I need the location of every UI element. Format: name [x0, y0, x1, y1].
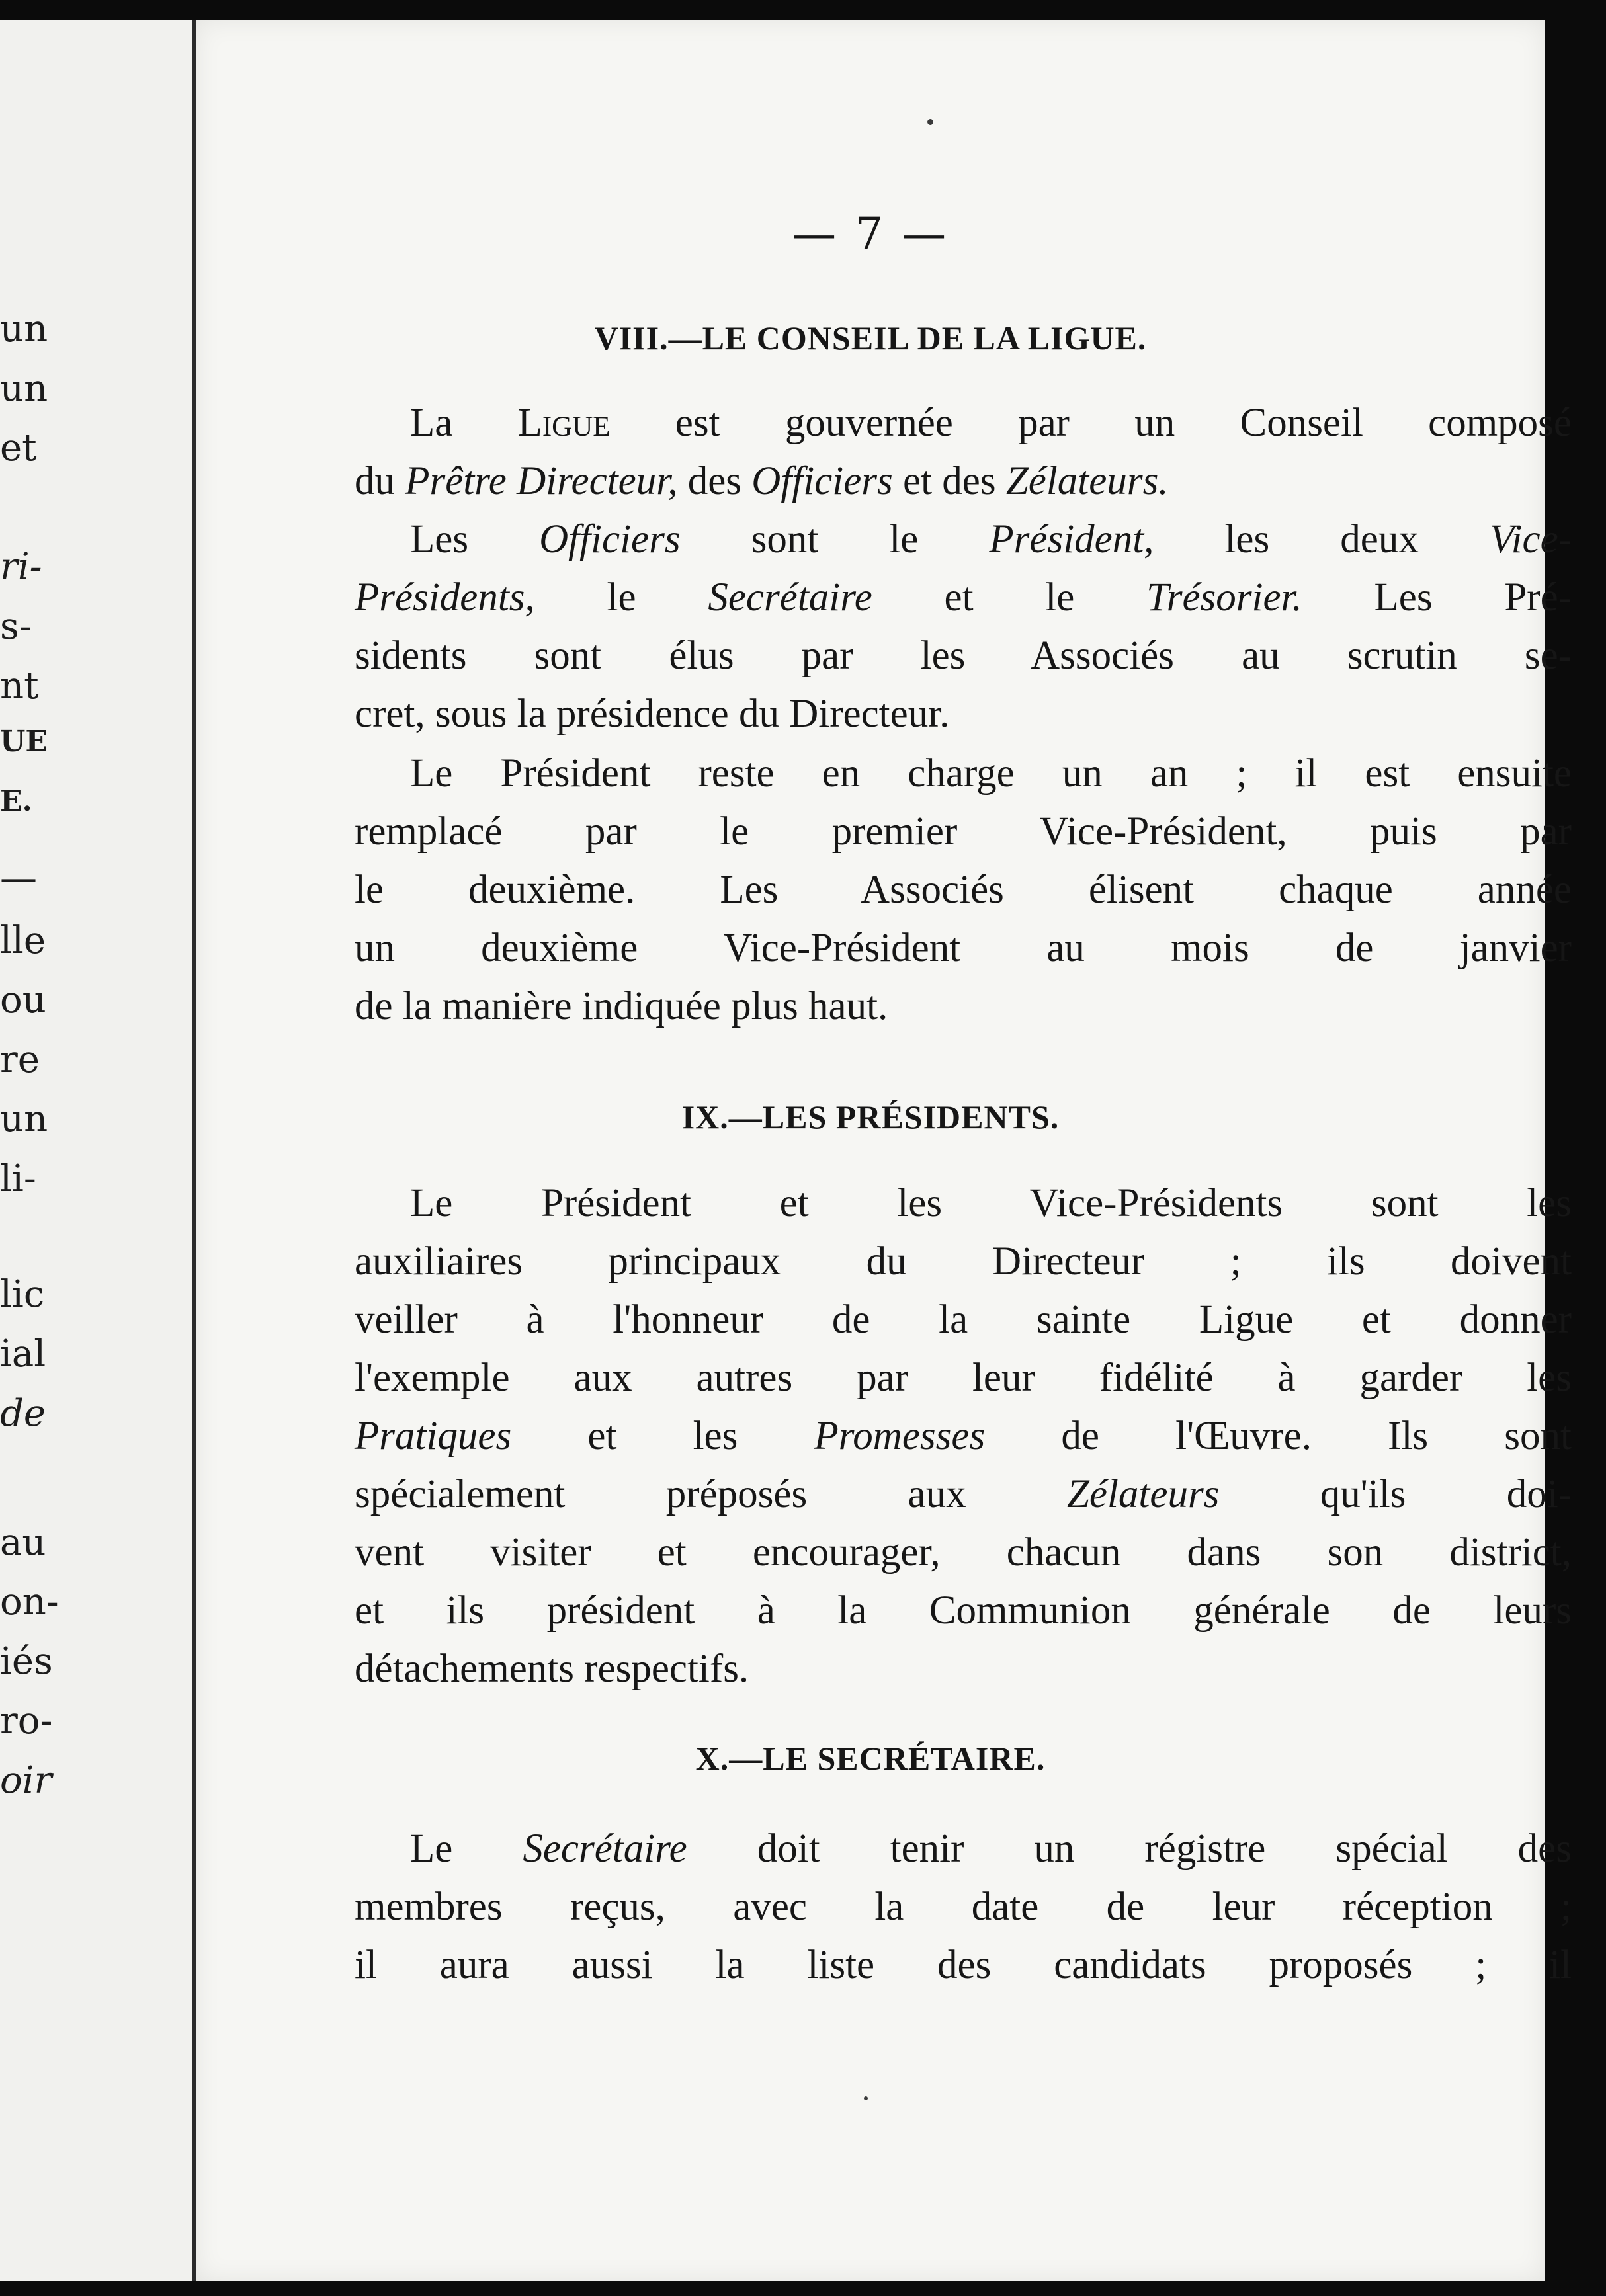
text-run: du [355, 459, 405, 503]
left-margin-fragment: E. [0, 784, 32, 818]
left-margin-fragment: iés [0, 1640, 53, 1683]
text-run: doit tenir un régistre spécial des [687, 1826, 1572, 1871]
text-run-italic: Officiers [751, 459, 893, 503]
text-line [355, 1465, 1572, 1524]
left-margin-fragment: de [0, 1392, 46, 1435]
left-margin-fragment: un [0, 1098, 48, 1141]
text-run-italic: Secrétaire [523, 1826, 687, 1871]
text-run-italic: Prêtre Directeur, [405, 459, 678, 503]
left-margin-fragment: ou [0, 979, 46, 1022]
text-run-italic: Secrétaire [708, 575, 872, 620]
text-line [355, 1407, 1572, 1465]
text-line: membres reçus, avec la date de leur réception ; [355, 1885, 1572, 1929]
text-run-italic: Zélateurs [1066, 1472, 1220, 1516]
scan-speck [927, 119, 933, 125]
text-line [355, 511, 1572, 569]
text-line: un deuxième Vice-Président au mois de janvier [355, 926, 1572, 970]
text-line: Le Président et les Vice-Présidents sont les [410, 1181, 1572, 1225]
paragraph-secretaire [355, 1820, 1572, 1994]
left-margin-fragment: un [0, 308, 48, 350]
section-heading-presidents: IX.—LES PRÉSIDENTS. [681, 1098, 1060, 1135]
book-page [196, 20, 1572, 2281]
left-margin-fragment: un [0, 367, 48, 410]
text-run: le [534, 575, 708, 620]
text-line [355, 1820, 1572, 1878]
text-line [355, 394, 1572, 452]
left-margin-fragment: ri- [0, 546, 42, 589]
section-heading-conseil: VIII.—LE CONSEIL DE LA LIGUE. [594, 319, 1147, 356]
text-line: sidents sont élus par les Associés au scrutin se- [355, 634, 1572, 678]
text-run-italic: Présidents, [355, 575, 535, 620]
text-run-italic: Vice- [1489, 517, 1572, 561]
text-run: Les [410, 517, 540, 561]
text-line [355, 452, 1572, 511]
text-run-italic: Président, [989, 517, 1154, 561]
text-run-smallcaps: Ligue [517, 401, 611, 445]
text-line: Le Président reste en charge un an ; il est ensuite [410, 751, 1572, 796]
text-run: La [410, 401, 518, 445]
text-run: est gouvernée par un Conseil composé [610, 401, 1572, 445]
text-line: veiller à l'honneur de la sainte Ligue et donner [355, 1297, 1572, 1342]
text-run-italic: Promesses [814, 1414, 986, 1458]
text-line [355, 569, 1572, 627]
text-run: des [677, 459, 752, 503]
text-run: et les [511, 1414, 814, 1458]
text-run-italic: Pratiques [355, 1414, 512, 1458]
left-margin-fragment: au [0, 1521, 46, 1564]
text-run: sont le [680, 517, 990, 561]
left-margin-fragment: lic [0, 1273, 45, 1316]
left-margin-fragment: UE [0, 725, 48, 758]
text-line: cret, sous la présidence du Directeur. [355, 692, 950, 736]
text-line: auxiliaires principaux du Directeur ; ils doivent [355, 1239, 1572, 1284]
section-heading-secretaire: X.—LE SECRÉTAIRE. [695, 1740, 1046, 1777]
left-margin-fragment: ro- [0, 1700, 53, 1742]
paragraph-presidents [355, 1174, 1572, 1698]
text-run-italic: Officiers [539, 517, 681, 561]
text-run: qu'ils doi- [1219, 1472, 1572, 1516]
text-run: Les Pré- [1302, 575, 1572, 620]
text-line: remplacé par le premier Vice-Président, puis par [355, 809, 1572, 854]
text-line: il aura aussi la liste des candidats proposés ; il [355, 1943, 1572, 1987]
left-margin-fragment: li- [0, 1157, 36, 1200]
text-run-italic: Trésorier. [1146, 575, 1302, 620]
text-run: les deux [1154, 517, 1490, 561]
left-margin-fragment: on- [0, 1580, 59, 1623]
text-run: et des [892, 459, 1006, 503]
text-line: vent visiter et encourager, chacun dans son district, [355, 1530, 1572, 1575]
left-margin-fragment: nt [0, 665, 39, 708]
left-margin-fragment: — [0, 856, 37, 899]
paragraph-president-term [355, 745, 1572, 1036]
left-margin-fragment: et [0, 427, 37, 470]
page-number: — 7 — [792, 208, 949, 259]
left-margin-fragment: ial [0, 1332, 46, 1375]
left-margin-fragment: re [0, 1038, 40, 1081]
left-margin-fragment: lle [0, 919, 46, 962]
text-line: de la manière indiquée plus haut. [355, 984, 888, 1028]
previous-page-edge [0, 20, 196, 2281]
paragraph-officiers [355, 511, 1572, 743]
text-line: le deuxième. Les Associés élisent chaque année [355, 868, 1572, 912]
text-run: de l'Œuvre. Ils sont [985, 1414, 1572, 1458]
text-run: Le [410, 1826, 523, 1871]
text-run: et le [872, 575, 1147, 620]
text-run-italic: Zélateurs. [1005, 459, 1169, 503]
text-line: et ils président à la Communion générale de leurs [355, 1588, 1572, 1633]
paragraph-conseil-composition [355, 394, 1572, 511]
text-run: spécialement préposés aux [355, 1472, 1067, 1516]
left-margin-fragment: s- [0, 605, 32, 648]
text-line: l'exemple aux autres par leur fidélité à garder les [355, 1356, 1572, 1400]
scan-speck [864, 2096, 868, 2100]
text-line: détachements respectifs. [355, 1647, 749, 1691]
left-margin-fragment: oir [0, 1759, 52, 1802]
